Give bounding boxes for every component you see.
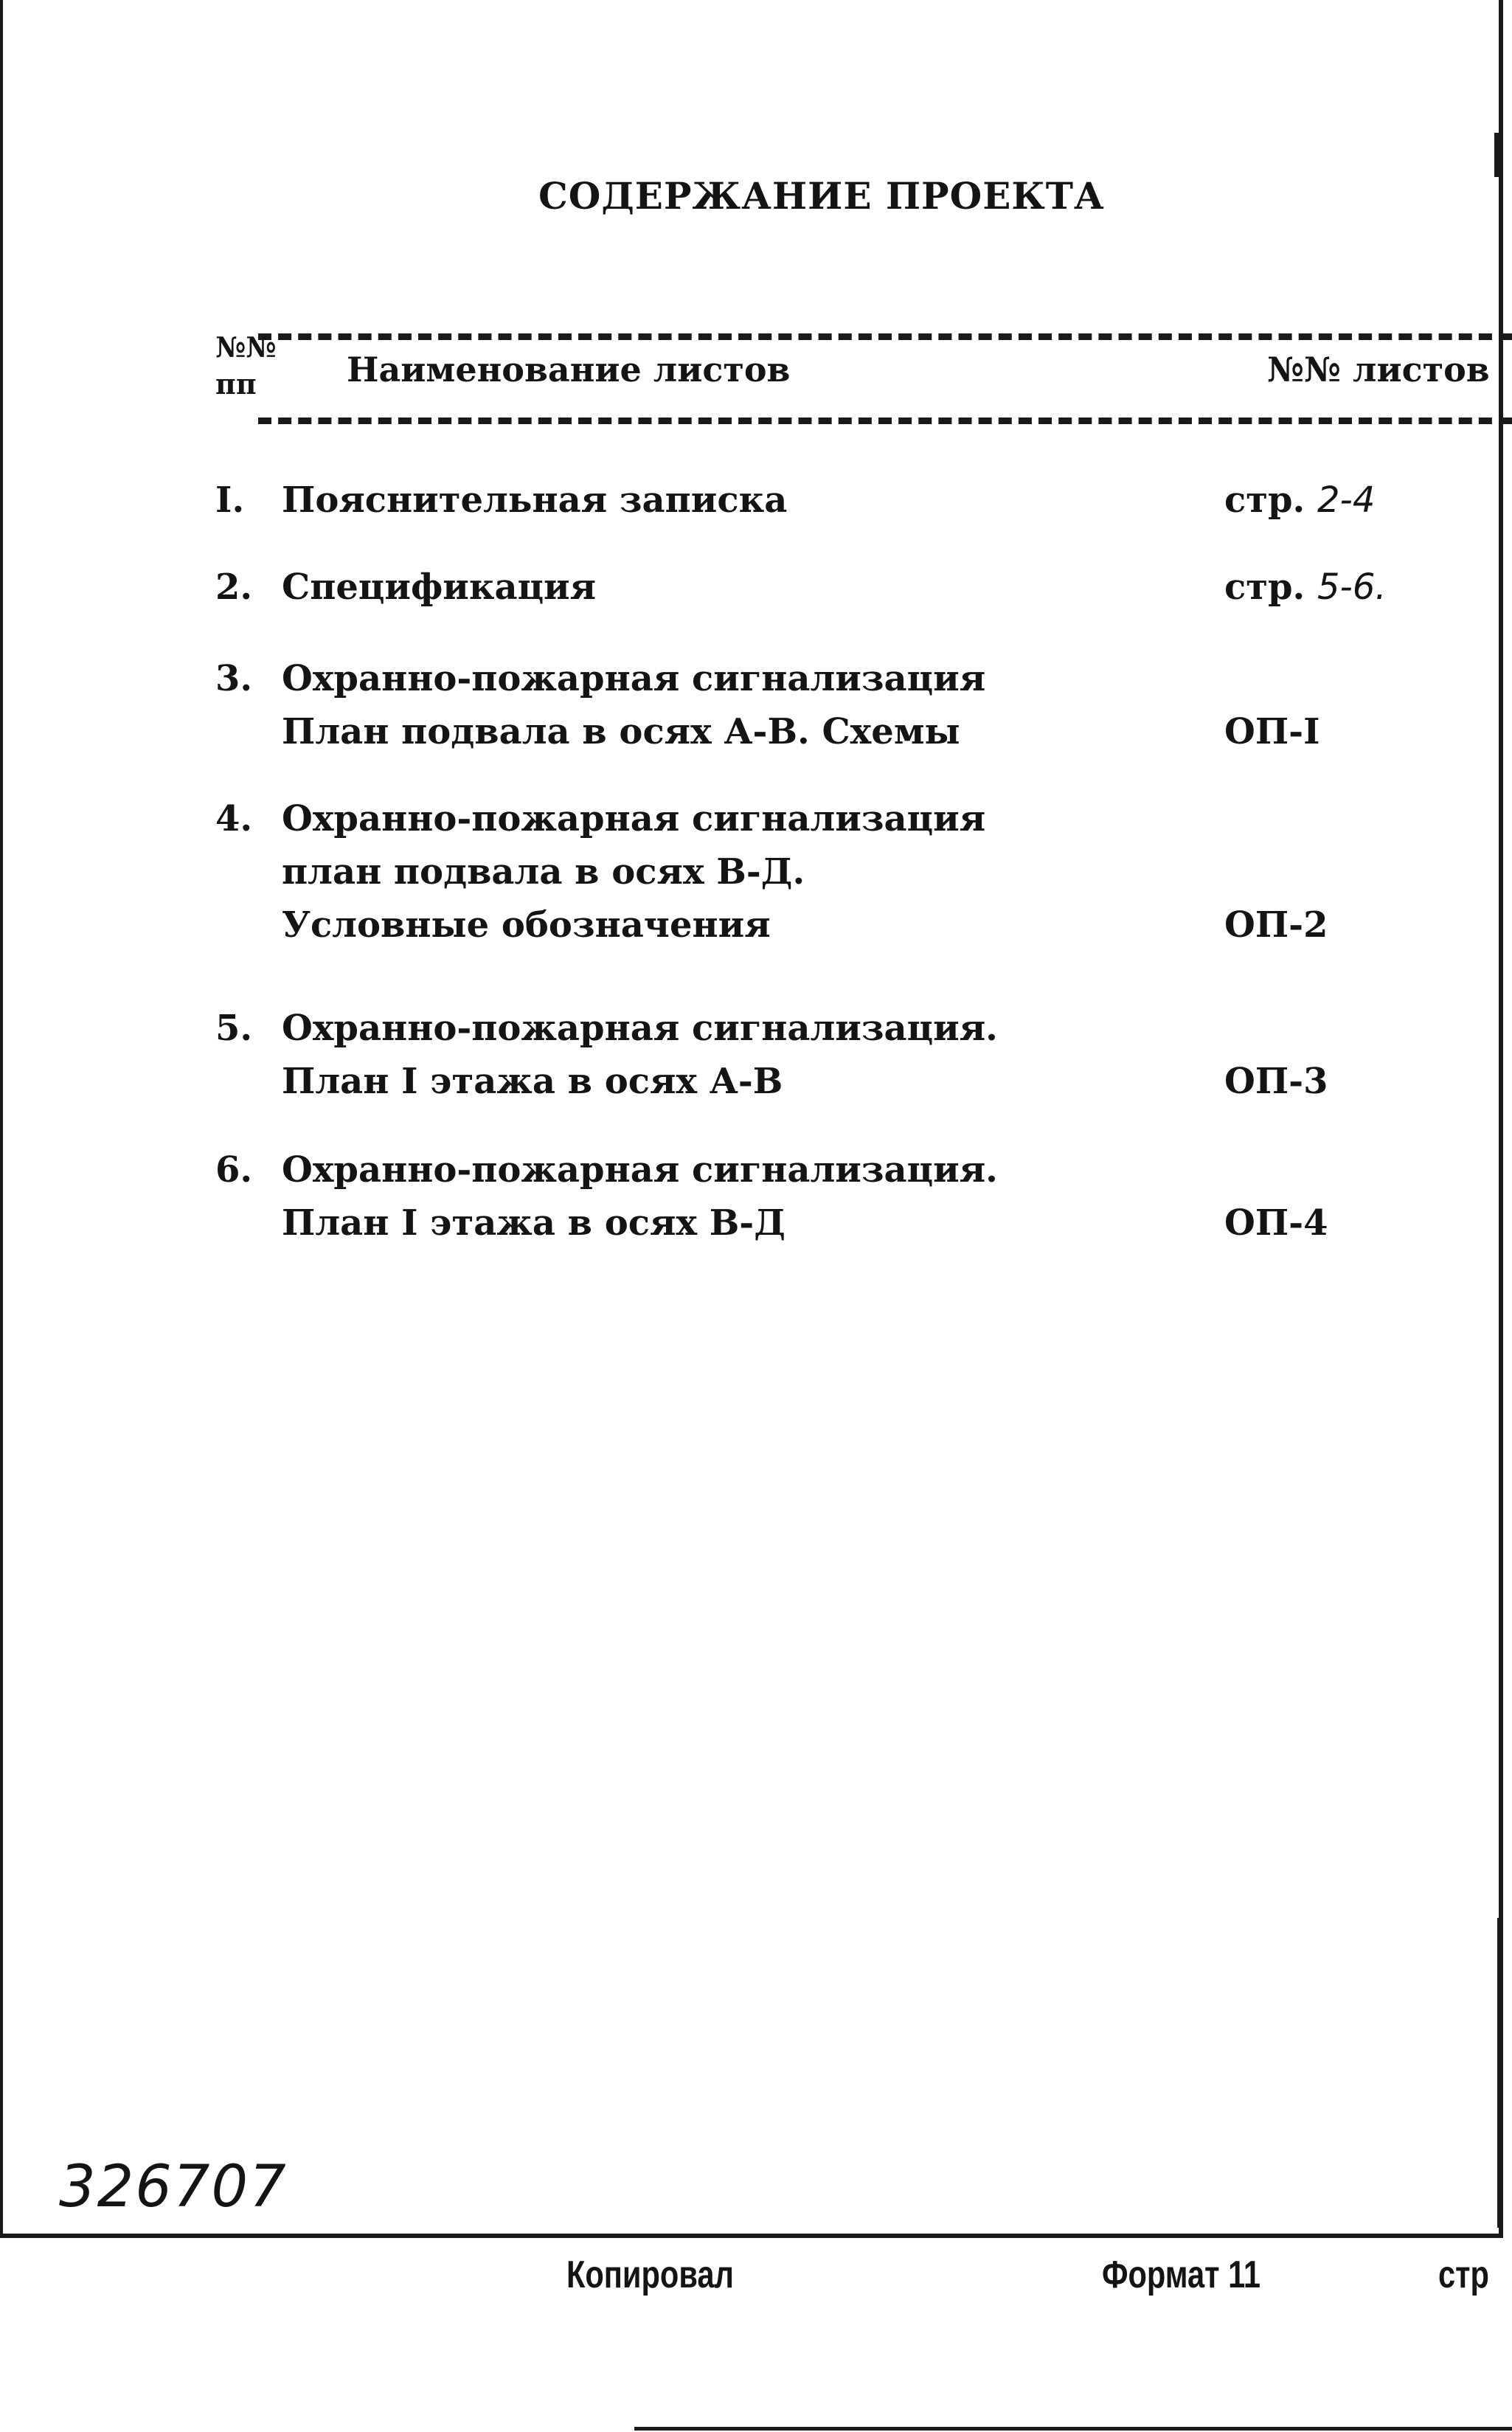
bottom-rule — [634, 2427, 1512, 2431]
row-title-line: План I этажа в осях В-Д — [282, 1202, 786, 1244]
row-sheet-ref — [1224, 479, 1375, 521]
row-sheet-ref: ОП-4 — [1224, 1202, 1328, 1244]
frame-edge-mark — [1494, 133, 1500, 177]
header-number-label: №№ — [215, 330, 277, 364]
row-number: 5. — [215, 1008, 253, 1049]
row-number: I. — [215, 479, 245, 521]
footer-format: Формат 11 — [1102, 2253, 1261, 2296]
row-sheet-ref: ОП-3 — [1224, 1061, 1328, 1102]
row-number: 6. — [215, 1149, 253, 1191]
sheet-pages: 5-6. — [1317, 567, 1387, 608]
row-title-line: Охранно-пожарная сигнализация — [282, 658, 986, 699]
row-title-line: Условные обозначения — [282, 904, 771, 946]
row-title-line: Охранно-пожарная сигнализация. — [282, 1008, 998, 1049]
row-title-line: План I этажа в осях А-В — [282, 1061, 783, 1102]
row-number: 2. — [215, 567, 253, 608]
row-title-line: Охранно-пожарная сигнализация. — [282, 1149, 998, 1191]
row-number: 4. — [215, 798, 253, 839]
row-number: 3. — [215, 658, 253, 699]
sheet-pages: 2-4 — [1317, 479, 1376, 521]
row-title-line: План подвала в осях А-В. Схемы — [282, 711, 960, 752]
row-sheet-ref: ОП-I — [1224, 711, 1320, 752]
header-count-label: №№ листов — [1267, 350, 1490, 389]
sheet-prefix: стр. — [1224, 567, 1305, 608]
frame-edge-mark — [1497, 1918, 1502, 2228]
footer-copied-by: Копировал — [566, 2253, 734, 2296]
row-sheet-ref: ОП-2 — [1224, 904, 1328, 946]
document-title: СОДЕРЖАНИЕ ПРОЕКТА — [538, 174, 1105, 218]
header-name-label: Наименование листов — [347, 350, 791, 389]
header-top-rule — [258, 333, 1512, 340]
header-number-sublabel: пп — [215, 367, 257, 401]
row-title-line: Спецификация — [282, 567, 597, 608]
footer-page-label: стр — [1438, 2253, 1489, 2296]
inventory-number: 326707 — [59, 2154, 288, 2220]
header-bottom-rule — [258, 418, 1512, 424]
row-title-line: Пояснительная записка — [282, 479, 788, 521]
row-sheet-ref — [1224, 567, 1387, 608]
row-title-line: план подвала в осях В-Д. — [282, 851, 805, 893]
sheet-prefix: стр. — [1224, 479, 1305, 521]
row-title-line: Охранно-пожарная сигнализация — [282, 798, 986, 839]
